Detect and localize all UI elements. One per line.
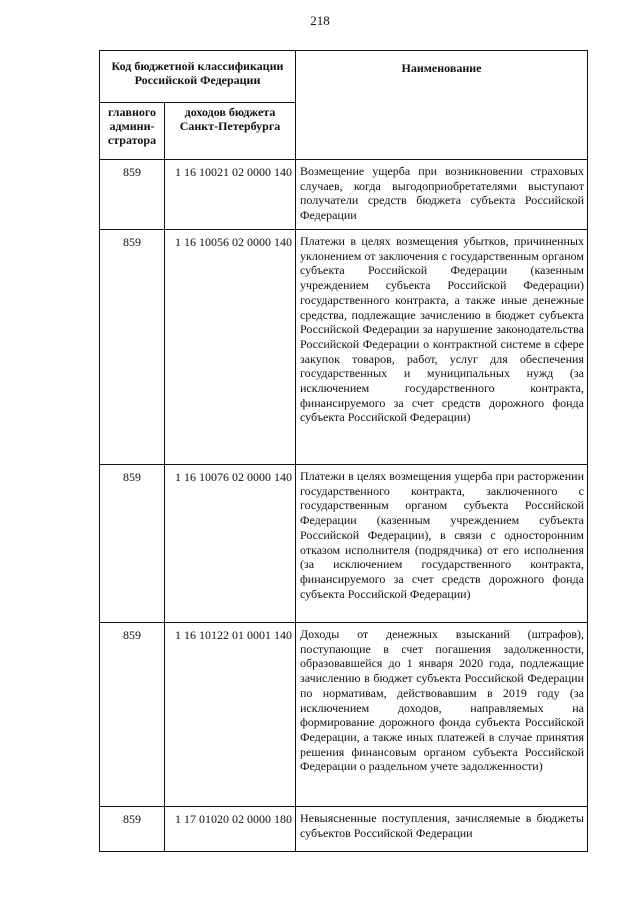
revenue-code-cell: 1 16 10122 01 0001 140 bbox=[165, 623, 296, 807]
admin-code-cell: 859 bbox=[100, 160, 165, 230]
header-classification-code: Код бюджетной классификации Российской Федерации bbox=[100, 51, 296, 103]
name-cell: Платежи в целях возмещения убытков, причиненных уклонением от заключения с государственным органом субъекта Российской Федерации (казенным учреждением субъекта Российской Федерации) государственного контракта, а также иные денежные средства, подлежащие зачислению в бюджет субъекта Российской Федерации за нарушение законодательства Российской Федерации о контрактной системе в сфере закупок товаров, работ, услуг для обеспечения государственных и муниципальных нужд (за исключением государственного контракта, финансируемого за счет средств дорожного фонда субъекта Российской Федерации) bbox=[296, 230, 588, 465]
admin-code-cell: 859 bbox=[100, 623, 165, 807]
table-row bbox=[100, 807, 588, 852]
table-row bbox=[100, 465, 588, 623]
revenue-code-cell: 1 16 10076 02 0000 140 bbox=[165, 465, 296, 623]
header-row bbox=[100, 51, 588, 103]
revenue-code-cell: 1 16 10056 02 0000 140 bbox=[165, 230, 296, 465]
page-number: 218 bbox=[310, 13, 330, 28]
admin-code-cell: 859 bbox=[100, 465, 165, 623]
header-name: Наименование bbox=[296, 51, 588, 160]
revenue-code-cell: 1 16 10021 02 0000 140 bbox=[165, 160, 296, 230]
admin-code-cell: 859 bbox=[100, 807, 165, 852]
header-budget-revenue: доходов бюджета Санкт-Петербурга bbox=[165, 103, 296, 160]
revenue-code-cell: 1 17 01020 02 0000 180 bbox=[165, 807, 296, 852]
table-row bbox=[100, 623, 588, 807]
name-cell: Доходы от денежных взысканий (штрафов), поступающие в счет погашения задолженности, образовавшейся до 1 января 2020 года, подлежащие зачислению в бюджет субъекта Российской Федерации по нормативам, действовавшим в 2019 году (за исключением доходов, направляемых на формирование дорожного фонда субъекта Российской Федерации, а также иных платежей в случае принятия решения финансовым органом субъекта Российской Федерации о раздельном учете задолженности) bbox=[296, 623, 588, 807]
table-row bbox=[100, 160, 588, 230]
admin-code-cell: 859 bbox=[100, 230, 165, 465]
budget-classification-table bbox=[99, 50, 588, 852]
table-row bbox=[100, 230, 588, 465]
name-cell: Платежи в целях возмещения ущерба при расторжении государственного контракта, заключенного с государственным органом субъекта Российской Федерации (казенным учреждением субъекта Российской Федерации), в связи с односторонним отказом исполнителя (подрядчика) от его исполнения (за исключением государственного контракта, финансируемого за счет средств дорожного фонда субъекта Российской Федерации) bbox=[296, 465, 588, 623]
name-cell: Невыясненные поступления, зачисляемые в бюджеты субъектов Российской Федерации bbox=[296, 807, 588, 852]
name-cell: Возмещение ущерба при возникновении страховых случаев, когда выгодоприобретателями выступают получатели средств бюджета субъекта Российской Федерации bbox=[296, 160, 588, 230]
header-main-administrator: главного админи-стратора bbox=[100, 103, 165, 160]
